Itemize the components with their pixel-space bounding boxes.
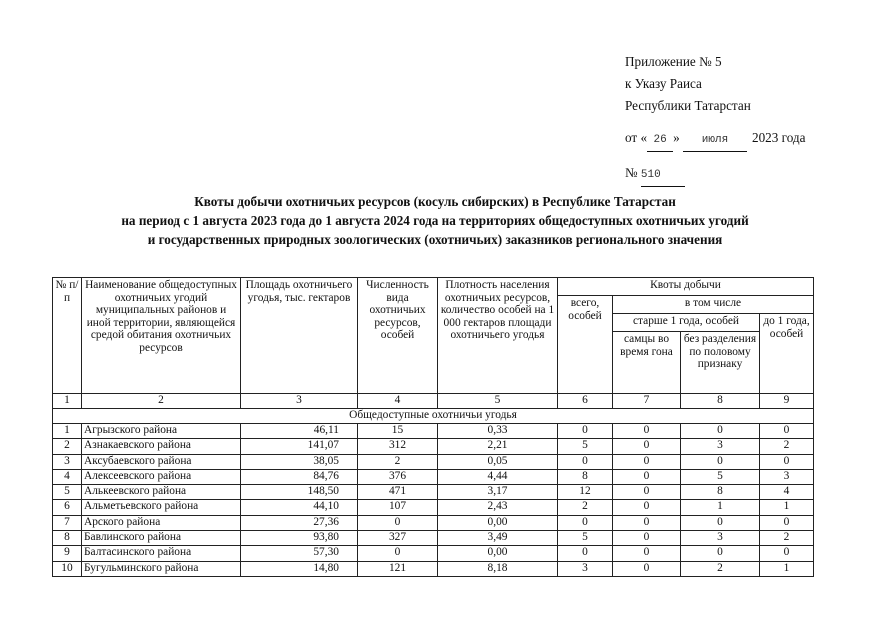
density-value: 0,00 — [438, 515, 558, 530]
header-area: Площадь охотничьего угодья, тыс. гектаров — [241, 278, 358, 394]
quota-nosex: 8 — [681, 485, 760, 500]
district-name: Азнакаевского района — [82, 439, 241, 454]
row-number: 1 — [53, 424, 82, 439]
header-including: в том числе — [613, 296, 814, 314]
header-older: старше 1 года, особей — [613, 314, 760, 332]
quota-young: 0 — [760, 424, 814, 439]
column-number: 5 — [438, 394, 558, 409]
quota-nosex: 3 — [681, 439, 760, 454]
row-number: 5 — [53, 485, 82, 500]
population-value: 15 — [358, 424, 438, 439]
quota-males: 0 — [613, 469, 681, 484]
density-value: 2,43 — [438, 500, 558, 515]
quota-young: 1 — [760, 500, 814, 515]
population-value: 107 — [358, 500, 438, 515]
section-row — [53, 409, 814, 424]
quota-nosex: 2 — [681, 561, 760, 576]
quota-young: 0 — [760, 546, 814, 561]
header-quota: Квоты добычи — [558, 278, 814, 296]
population-value: 0 — [358, 515, 438, 530]
population-value: 312 — [358, 439, 438, 454]
quota-young: 0 — [760, 515, 814, 530]
district-name: Бугульминского района — [82, 561, 241, 576]
table-row — [53, 531, 814, 546]
quota-males: 0 — [613, 500, 681, 515]
column-number: 8 — [681, 394, 760, 409]
quota-total: 3 — [558, 561, 613, 576]
quota-young: 2 — [760, 439, 814, 454]
quota-total: 5 — [558, 531, 613, 546]
quota-nosex: 0 — [681, 515, 760, 530]
date-prefix: от « — [625, 130, 648, 145]
district-name: Бавлинского района — [82, 531, 241, 546]
row-number: 10 — [53, 561, 82, 576]
title-line-1: Квоты добычи охотничьих ресурсов (косуль сибирских) в Республике Татарстан — [194, 194, 676, 209]
district-name: Аксубаевского района — [82, 454, 241, 469]
row-number: 8 — [53, 531, 82, 546]
date-month: июля — [683, 129, 747, 152]
appendix-date-line — [625, 127, 806, 152]
density-value: 0,33 — [438, 424, 558, 439]
header-young: до 1 года, особей — [760, 314, 814, 394]
quota-young: 0 — [760, 454, 814, 469]
quota-nosex: 1 — [681, 500, 760, 515]
table-row — [53, 454, 814, 469]
appendix-line-2: к Указу Раиса — [625, 76, 702, 91]
density-value: 3,49 — [438, 531, 558, 546]
district-name: Алексеевского района — [82, 469, 241, 484]
area-value: 57,30 — [241, 546, 358, 561]
area-value: 14,80 — [241, 561, 358, 576]
district-name: Агрызского района — [82, 424, 241, 439]
density-value: 8,18 — [438, 561, 558, 576]
header-population: Численность вида охотничьих ресурсов, особей — [358, 278, 438, 394]
appendix-block — [625, 51, 806, 187]
quota-young: 3 — [760, 469, 814, 484]
row-number: 3 — [53, 454, 82, 469]
title-line-3: и государственных природных зоологических (охотничьих) заказников регионального значения — [147, 232, 723, 247]
table-row — [53, 424, 814, 439]
district-name: Алькеевского района — [82, 485, 241, 500]
table-row — [53, 500, 814, 515]
row-number: 4 — [53, 469, 82, 484]
table-row — [53, 515, 814, 530]
decree-number: 510 — [641, 164, 685, 187]
row-number: 7 — [53, 515, 82, 530]
quota-young: 4 — [760, 485, 814, 500]
appendix-line-3: Республики Татарстан — [625, 98, 751, 113]
quota-males: 0 — [613, 515, 681, 530]
quota-young: 1 — [760, 561, 814, 576]
date-day: 26 — [647, 129, 673, 152]
area-value: 44,10 — [241, 500, 358, 515]
header-total: всего, особей — [558, 296, 613, 394]
density-value: 0,00 — [438, 546, 558, 561]
district-name: Балтасинского района — [82, 546, 241, 561]
quota-males: 0 — [613, 439, 681, 454]
quota-total: 8 — [558, 469, 613, 484]
appendix-number-line — [625, 162, 806, 187]
column-number: 2 — [82, 394, 241, 409]
area-value: 27,36 — [241, 515, 358, 530]
density-value: 0,05 — [438, 454, 558, 469]
column-number: 9 — [760, 394, 814, 409]
quota-total: 0 — [558, 546, 613, 561]
quota-males: 0 — [613, 561, 681, 576]
table-row — [53, 469, 814, 484]
column-number: 7 — [613, 394, 681, 409]
quota-males: 0 — [613, 531, 681, 546]
area-value: 46,11 — [241, 424, 358, 439]
title-line-2: на период с 1 августа 2023 года до 1 августа 2024 года на территориях общедоступных охотничьих угодий — [121, 213, 749, 228]
column-number: 4 — [358, 394, 438, 409]
quota-total: 5 — [558, 439, 613, 454]
population-value: 327 — [358, 531, 438, 546]
row-number: 2 — [53, 439, 82, 454]
quota-nosex: 3 — [681, 531, 760, 546]
district-name: Альметьевского района — [82, 500, 241, 515]
table-row — [53, 439, 814, 454]
area-value: 148,50 — [241, 485, 358, 500]
quota-table — [52, 277, 814, 577]
quota-nosex: 0 — [681, 454, 760, 469]
appendix-line-1: Приложение № 5 — [625, 54, 722, 69]
quota-total: 0 — [558, 515, 613, 530]
quota-total: 0 — [558, 454, 613, 469]
date-mid: » — [673, 130, 680, 145]
quota-males: 0 — [613, 485, 681, 500]
density-value: 4,44 — [438, 469, 558, 484]
quota-males: 0 — [613, 546, 681, 561]
population-value: 121 — [358, 561, 438, 576]
quota-nosex: 5 — [681, 469, 760, 484]
date-year: 2023 года — [751, 130, 806, 145]
column-number: 6 — [558, 394, 613, 409]
area-value: 141,07 — [241, 439, 358, 454]
area-value: 84,76 — [241, 469, 358, 484]
table-row — [53, 485, 814, 500]
header-num: № п/п — [53, 278, 82, 394]
row-number: 9 — [53, 546, 82, 561]
header-nosex: без разделения по половому признаку — [681, 332, 760, 394]
density-value: 2,21 — [438, 439, 558, 454]
document-title — [0, 192, 870, 249]
quota-nosex: 0 — [681, 546, 760, 561]
district-name: Арского района — [82, 515, 241, 530]
table-row — [53, 561, 814, 576]
section-title: Общедоступные охотничьи угодья — [53, 409, 814, 424]
density-value: 3,17 — [438, 485, 558, 500]
header-density: Плотность населения охотничьих ресурсов, количество особей на 1 000 гектаров площади охотничьего угодья — [438, 278, 558, 394]
number-prefix: № — [625, 165, 638, 180]
table-row — [53, 546, 814, 561]
population-value: 0 — [358, 546, 438, 561]
quota-total: 2 — [558, 500, 613, 515]
population-value: 2 — [358, 454, 438, 469]
quota-males: 0 — [613, 424, 681, 439]
row-number: 6 — [53, 500, 82, 515]
population-value: 376 — [358, 469, 438, 484]
quota-males: 0 — [613, 454, 681, 469]
header-males: самцы во время гона — [613, 332, 681, 394]
area-value: 38,05 — [241, 454, 358, 469]
header-name: Наименование общедоступных охотничьих угодий муниципальных районов и иной территории, являющейся средой обитания охотничьих ресурсов — [82, 278, 241, 394]
quota-total: 12 — [558, 485, 613, 500]
column-number: 1 — [53, 394, 82, 409]
population-value: 471 — [358, 485, 438, 500]
column-number: 3 — [241, 394, 358, 409]
column-number-row — [53, 394, 814, 409]
quota-total: 0 — [558, 424, 613, 439]
quota-young: 2 — [760, 531, 814, 546]
quota-nosex: 0 — [681, 424, 760, 439]
area-value: 93,80 — [241, 531, 358, 546]
